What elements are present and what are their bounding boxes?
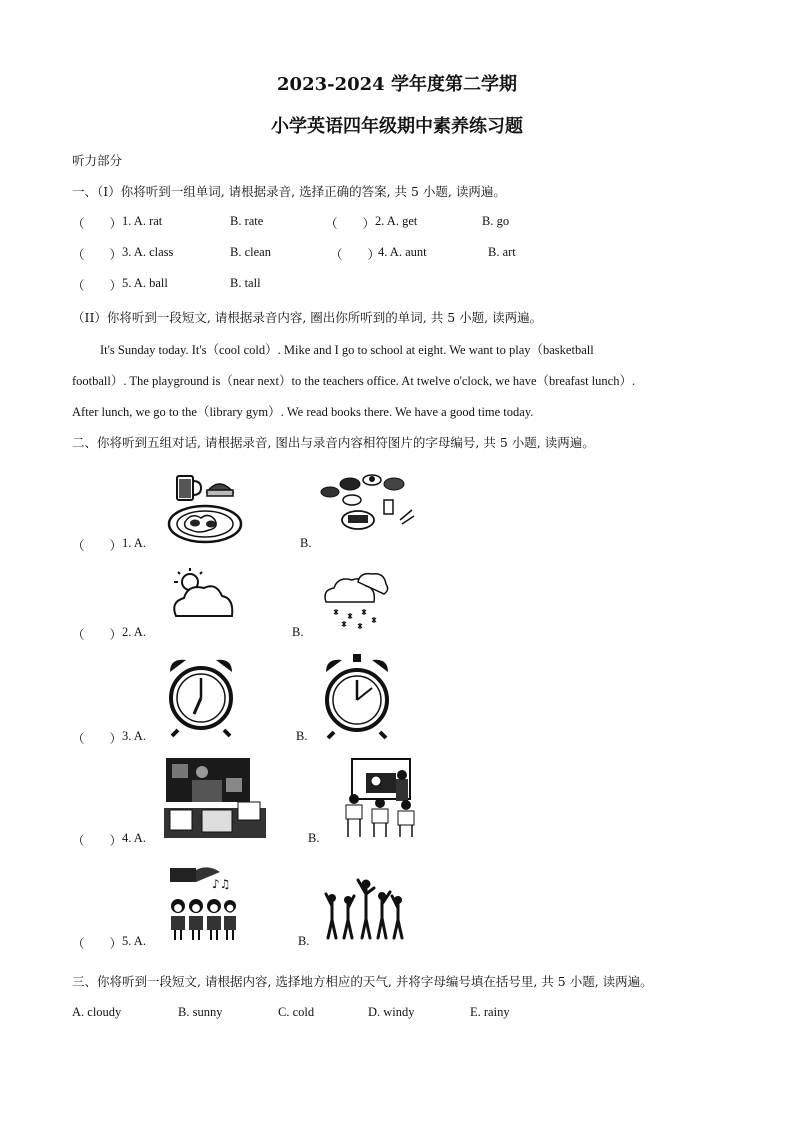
part2-heading: 二、你将听到五组对话, 请根据录音, 图出与录音内容相符图片的字母编号, 共 5 小题, 读两遍。	[72, 435, 595, 450]
music-class-picture[interactable]	[166, 858, 238, 942]
breakfast-picture[interactable]	[165, 472, 245, 548]
alarm-clock-seven-picture[interactable]	[164, 654, 238, 738]
option-a-label: 3. A.	[122, 729, 146, 743]
option-a-label: 1. A.	[122, 536, 146, 550]
option-b-label: B.	[300, 536, 312, 550]
answer-paren[interactable]: （ ）	[72, 217, 123, 231]
passage-line-1: It's Sunday today. It's（cool cold）. Mike and I go to school at eight. We want to play（basketball	[100, 343, 594, 357]
option-a: 1. A. rat	[122, 214, 163, 228]
weather-option-a: A. cloudy	[72, 1005, 122, 1019]
part3-heading: 三、你将听到一段短文, 请根据内容, 选择地方相应的天气, 并将字母编号填在括号里, 共 5 小题, 读两遍。	[72, 974, 653, 989]
answer-paren[interactable]: （ ）	[325, 217, 376, 231]
option-a: 4. A. aunt	[378, 245, 427, 259]
part1b-heading: （II）你将听到一段短文, 请根据录音内容, 圈出你所听到的单词, 共 5 小题, 读两遍。	[72, 310, 543, 325]
weather-option-c: C. cold	[278, 1005, 315, 1019]
answer-paren[interactable]: （ ）	[72, 937, 123, 951]
answer-paren[interactable]: （ ）	[330, 248, 381, 262]
option-a-label: 5. A.	[122, 934, 146, 948]
answer-paren[interactable]: （ ）	[72, 732, 123, 746]
weather-option-d: D. windy	[368, 1005, 415, 1019]
weather-option-b: B. sunny	[178, 1005, 223, 1019]
answer-paren[interactable]: （ ）	[72, 628, 123, 642]
option-a-label: 4. A.	[122, 831, 146, 845]
answer-paren[interactable]: （ ）	[72, 539, 123, 553]
answer-paren[interactable]: （ ）	[72, 834, 123, 848]
option-a: 5. A. ball	[122, 276, 168, 290]
sunny-cloudy-weather-picture[interactable]	[168, 566, 238, 626]
part1-heading: 一、（I）你将听到一组单词, 请根据录音, 选择正确的答案, 共 5 小题, 读两遍。	[72, 184, 506, 199]
option-a: 3. A. class	[122, 245, 174, 259]
answer-paren[interactable]: （ ）	[72, 248, 123, 262]
computer-room-picture[interactable]	[162, 752, 268, 842]
svg-text:♪♫: ♪♫	[212, 877, 231, 891]
page-title-exam: 小学英语四年级期中素养练习题	[271, 116, 523, 137]
passage-line-3: After lunch, we go to the（library gym）. We read books there. We have a good time today.	[72, 405, 534, 419]
section-label: 听力部分	[72, 153, 123, 168]
option-b: B. art	[488, 245, 516, 259]
alarm-clock-nine-picture[interactable]	[322, 652, 392, 740]
option-a: 2. A. get	[375, 214, 418, 228]
passage-line-2: football）. The playground is（near next）to the teachers office. At twelve o'clock, we have（breafast lunch）.	[72, 374, 636, 388]
option-b-label: B.	[308, 831, 320, 845]
option-b-label: B.	[298, 934, 310, 948]
option-b: B. go	[482, 214, 510, 228]
option-b-label: B.	[292, 625, 304, 639]
option-b-label: B.	[296, 729, 308, 743]
option-b: B. rate	[230, 214, 264, 228]
dinner-table-picture[interactable]	[318, 472, 418, 534]
classroom-picture[interactable]	[340, 757, 422, 839]
weather-option-e: E. rainy	[470, 1005, 510, 1019]
pe-class-picture[interactable]	[322, 876, 408, 942]
option-b: B. tall	[230, 276, 261, 290]
option-b: B. clean	[230, 245, 271, 259]
option-a-label: 2. A.	[122, 625, 146, 639]
snowy-weather-picture[interactable]	[320, 566, 390, 634]
page-title-year: 2023-2024 学年度第二学期	[277, 74, 517, 95]
answer-paren[interactable]: （ ）	[72, 279, 123, 293]
